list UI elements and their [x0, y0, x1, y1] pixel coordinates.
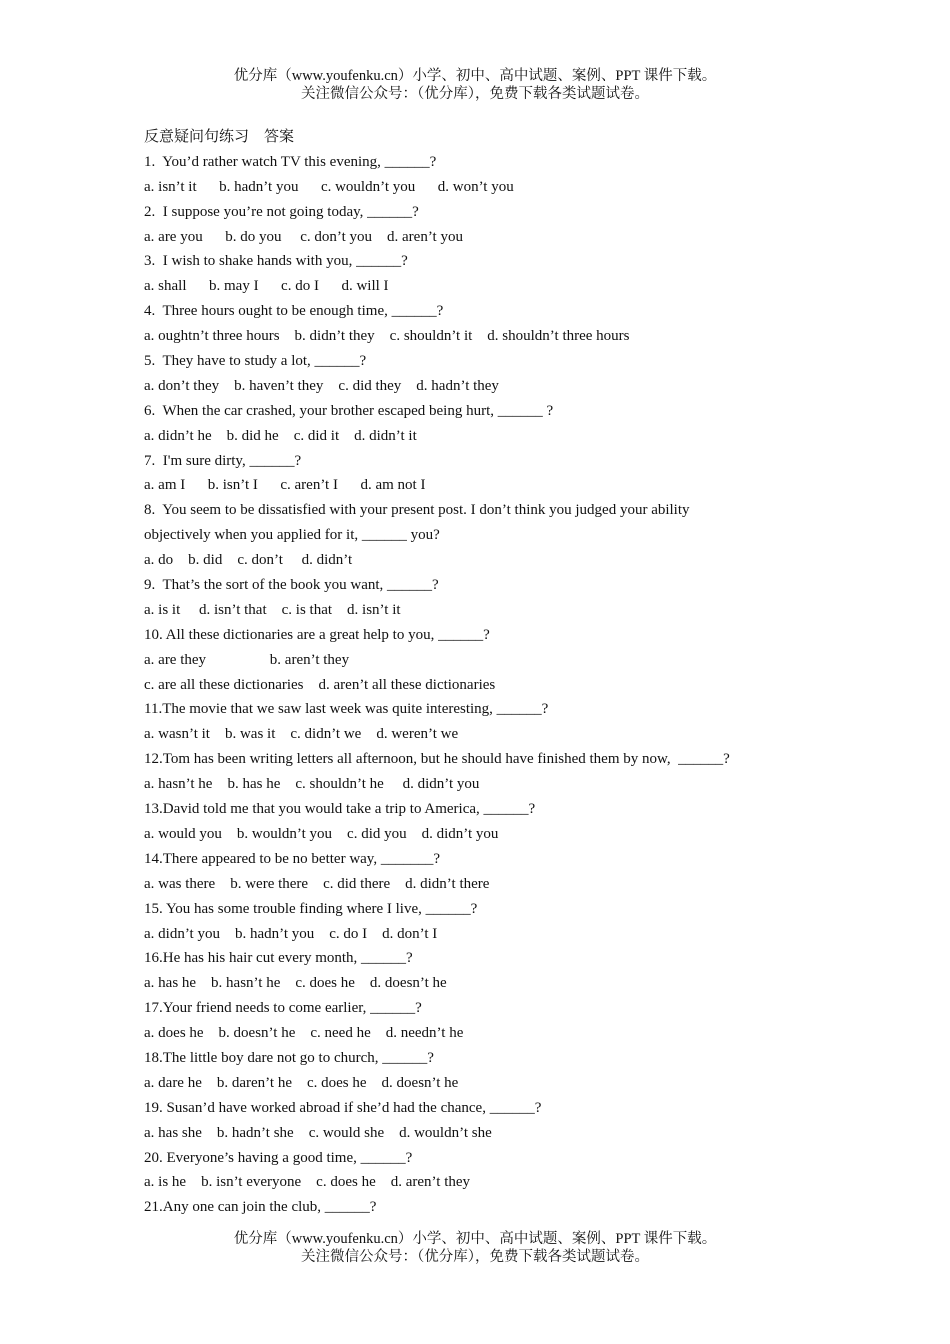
footer-line-2: 关注微信公众号：（优分库），免费下载各类试题试卷。	[301, 1249, 649, 1265]
answer-options: a. didn’t you b. hadn’t you c. do I d. don’t I	[144, 925, 438, 942]
answer-options: a. would you b. wouldn’t you c. did you d. didn’t you	[144, 825, 499, 842]
question-line: 6. When the car crashed, your brother escaped being hurt, ______ ?	[144, 402, 554, 419]
question-line: 4. Three hours ought to be enough time, ______?	[144, 303, 444, 320]
question-line: 13.David told me that you would take a trip to America, ______?	[144, 801, 536, 818]
answer-options: a. has he b. hasn’t he c. does he d. doesn’t he	[144, 975, 447, 992]
answer-options: a. oughtn’t three hours b. didn’t they c. shouldn’t it d. shouldn’t three hours	[144, 328, 630, 345]
document-title: 反意疑问句练习 答案	[144, 129, 295, 145]
answer-options: a. are you b. do you c. don’t you d. aren’t you	[144, 228, 463, 245]
question-line: 17.Your friend needs to come earlier, ______?	[144, 1000, 422, 1017]
page-footer	[0, 1230, 950, 1266]
answer-options: a. do b. did c. don’t d. didn’t	[144, 552, 353, 569]
answer-options: a. wasn’t it b. was it c. didn’t we d. weren’t we	[144, 726, 459, 743]
answer-options: a. didn’t he b. did he c. did it d. didn’t it	[144, 427, 417, 444]
answer-options: a. don’t they b. haven’t they c. did they d. hadn’t they	[144, 377, 499, 394]
document-body	[144, 125, 844, 1220]
question-line: 10. All these dictionaries are a great help to you, ______?	[144, 626, 490, 643]
answer-options: a. am I b. isn’t I c. aren’t I d. am not I	[144, 477, 426, 494]
answer-options: a. hasn’t he b. has he c. shouldn’t he d. didn’t you	[144, 776, 480, 793]
answer-options: a. has she b. hadn’t she c. would she d. wouldn’t she	[144, 1124, 492, 1141]
answer-options: a. are they b. aren’t they	[144, 651, 350, 668]
question-line: objectively when you applied for it, ______ you?	[144, 527, 440, 544]
question-line: 11.The movie that we saw last week was quite interesting, ______?	[144, 701, 549, 718]
answer-options: a. shall b. may I c. do I d. will I	[144, 278, 389, 295]
question-line: 18.The little boy dare not go to church, ______?	[144, 1049, 434, 1066]
question-line: 1. You’d rather watch TV this evening, ______?	[144, 153, 437, 170]
question-line: 21.Any one can join the club, ______?	[144, 1199, 377, 1216]
question-line: 19. Susan’d have worked abroad if she’d had the chance, ______?	[144, 1099, 542, 1116]
header-line-2: 关注微信公众号：（优分库），免费下载各类试题试卷。	[301, 86, 649, 102]
question-line: 2. I suppose you’re not going today, ______?	[144, 203, 419, 220]
question-line: 7. I'm sure dirty, ______?	[144, 452, 302, 469]
question-line: 8. You seem to be dissatisfied with your present post. I don’t think you judged your ability	[144, 502, 690, 519]
header-line-1: 优分库（www.youfenku.cn）小学、初中、高中试题、案例、PPT 课件下载。	[233, 68, 717, 84]
footer-line-1: 优分库（www.youfenku.cn）小学、初中、高中试题、案例、PPT 课件下载。	[233, 1231, 717, 1247]
question-list	[144, 150, 844, 1220]
question-line: 15. You has some trouble finding where I live, ______?	[144, 900, 478, 917]
question-line: 3. I wish to shake hands with you, ______?	[144, 253, 408, 270]
answer-options: a. dare he b. daren’t he c. does he d. doesn’t he	[144, 1074, 459, 1091]
question-line: 20. Everyone’s having a good time, ______?	[144, 1149, 413, 1166]
answer-options: a. was there b. were there c. did there d. didn’t there	[144, 875, 490, 892]
question-line: 14.There appeared to be no better way, _______?	[144, 850, 440, 867]
question-line: 9. That’s the sort of the book you want, ______?	[144, 577, 439, 594]
answer-options: a. isn’t it b. hadn’t you c. wouldn’t you d. won’t you	[144, 178, 514, 195]
question-line: 5. They have to study a lot, ______?	[144, 353, 367, 370]
answer-options: a. is he b. isn’t everyone c. does he d. aren’t they	[144, 1174, 471, 1191]
answer-options: a. is it d. isn’t that c. is that d. isn’t it	[144, 601, 401, 618]
question-line: 12.Tom has been writing letters all afternoon, but he should have finished them by now, ______?	[144, 751, 730, 768]
answer-options: c. are all these dictionaries d. aren’t all these dictionaries	[144, 676, 496, 693]
page-header	[0, 67, 950, 103]
answer-options: a. does he b. doesn’t he c. need he d. needn’t he	[144, 1025, 464, 1042]
question-line: 16.He has his hair cut every month, ______?	[144, 950, 413, 967]
